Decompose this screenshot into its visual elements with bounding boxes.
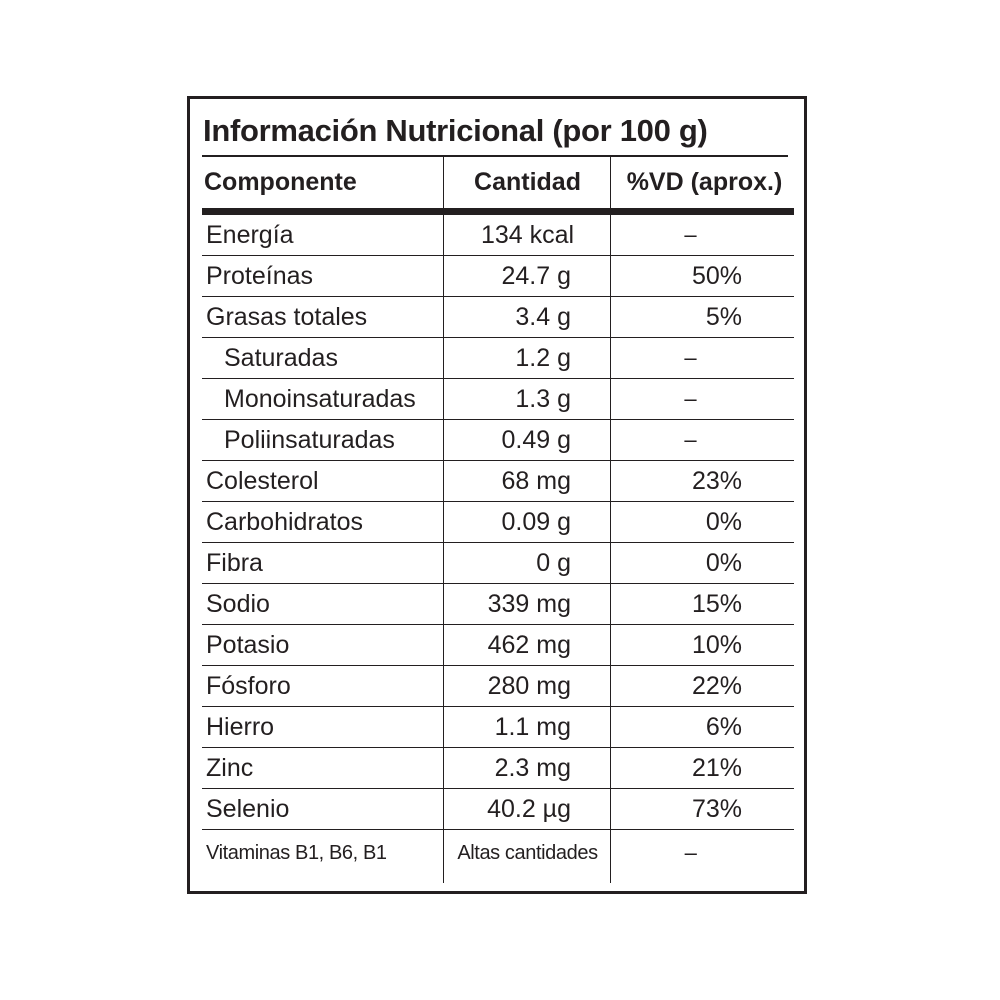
nutrient-amount: 40.2 µg [444,789,611,830]
header-component: Componente [204,167,357,196]
nutrient-dv: 73% [611,789,794,830]
nutrient-dv: 10% [611,625,794,666]
nutrient-dv: – [611,830,794,877]
table-row [202,748,794,789]
nutrient-dv: 15% [611,584,794,625]
nutrient-amount: 0 g [444,543,611,584]
nutrient-amount: 1.2 g [444,338,611,379]
nutrient-dv: 5% [611,297,794,338]
nutrient-amount: 339 mg [444,584,611,625]
nutrition-table [202,156,794,876]
table-row [202,338,794,379]
nutrient-amount: 1.3 g [444,379,611,420]
nutrient-name: Proteínas [202,256,444,297]
nutrient-name: Fósforo [202,666,444,707]
nutrient-amount: 134 kcal [480,220,575,249]
nutrient-name: Saturadas [202,338,444,379]
nutrient-name: Fibra [202,543,444,584]
nutrient-name: Colesterol [202,461,444,502]
column-divider [610,156,611,883]
nutrient-dv: 6% [611,707,794,748]
table-row [202,461,794,502]
nutrient-dv: 21% [611,748,794,789]
header-dv: %VD (aprox.) [626,167,783,196]
nutrient-name: Carbohidratos [202,502,444,543]
nutrient-dv: 0% [611,502,794,543]
nutrient-dv: 23% [611,461,794,502]
nutrient-amount: 0.09 g [444,502,611,543]
header-amount: Cantidad [474,167,581,196]
nutrient-dv: 22% [611,666,794,707]
nutrient-name: Vitaminas B1, B6, B1 [202,830,444,877]
nutrient-amount: 2.3 mg [444,748,611,789]
nutrient-amount: 68 mg [444,461,611,502]
nutrient-dv: – [684,222,697,247]
header-row [202,156,794,212]
nutrient-name: Monoinsaturadas [202,379,444,420]
table-row [202,420,794,461]
nutrient-amount: 1.1 mg [444,707,611,748]
table-row [202,625,794,666]
nutrient-name: Hierro [202,707,444,748]
nutrient-dv: 0% [611,543,794,584]
nutrient-dv: – [611,379,794,420]
table-row [202,789,794,830]
table-row [202,379,794,420]
nutrient-name: Grasas totales [202,297,444,338]
table-row [202,502,794,543]
nutrient-dv: – [611,338,794,379]
nutrient-name: Zinc [202,748,444,789]
table-row [202,707,794,748]
nutrient-dv: – [611,420,794,461]
nutrient-dv: 50% [611,256,794,297]
nutrient-amount: 462 mg [444,625,611,666]
table-row [202,543,794,584]
nutrient-amount: 280 mg [444,666,611,707]
nutrient-amount: Altas cantidades [444,830,611,877]
nutrient-name: Energía [206,220,294,249]
table-title: Información Nutricional (por 100 g) [203,113,708,148]
table-row [202,830,794,877]
nutrient-amount: 24.7 g [444,256,611,297]
nutrient-name: Potasio [202,625,444,666]
table-row [202,584,794,625]
column-divider [443,156,444,883]
table-row [202,212,794,256]
nutrient-amount: 0.49 g [444,420,611,461]
nutrient-name: Selenio [202,789,444,830]
table-row [202,297,794,338]
nutrient-name: Poliinsaturadas [202,420,444,461]
nutrition-facts-panel [187,96,807,894]
table-row [202,256,794,297]
table-row [202,666,794,707]
nutrient-amount: 3.4 g [444,297,611,338]
nutrient-name: Sodio [202,584,444,625]
